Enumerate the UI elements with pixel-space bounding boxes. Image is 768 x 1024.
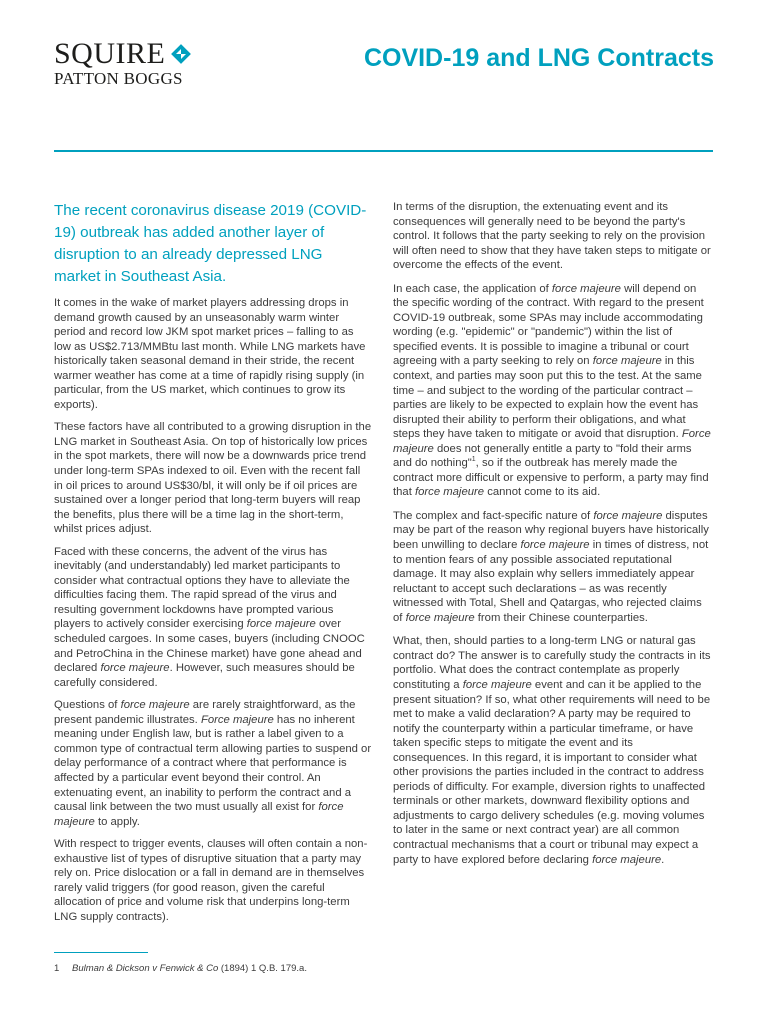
header-divider: [54, 150, 713, 152]
lead-paragraph: The recent coronavirus disease 2019 (COVID-19) outbreak has added another layer of disruption to an already depressed LNG market in Southeast Asia.: [54, 202, 367, 285]
paragraph: What, then, should parties to a long-term LNG or natural gas contract do? The answer is to carefully study the contracts in its portfolio. What does the contract contemplate as properly constituting a force majeure event and can it be applied to the present situation? If so, what other requirements will need to be met to make a valid declaration? A party may be required to notify the counterparty within a particular timeframe, or have taken specific steps to mitigate the event and its consequences. In this regard, it is important to consider what other provisions the parties included in the contract to address periods of difficulty. For example, diversion rights to unaffected terminals or other markets, downward flexibility options and adjustments to cargo delivery schedules (e.g. moving volumes to later in the same or next contract year) are all common contractual mechanisms that a court or tribunal may expect a party to have explored before declaring force majeure.: [393, 635, 711, 866]
footnote-number: 1: [54, 963, 60, 974]
footnote-marker: 1: [471, 456, 476, 464]
footnote: [54, 963, 307, 974]
right-column: [393, 200, 711, 876]
left-column: [54, 200, 372, 932]
paragraph: It comes in the wake of market players addressing drops in demand growth caused by an unseasonably warm winter period and record low JKM spot market prices – falling to as low as US$2.713/MMBtu last month. While LNG markets have historically taken seasonal demand in their stride, the recent warmer weather has come at a time of rapidly rising supply (in particular, from the US market, which continues to grow its exports).: [54, 297, 366, 411]
paragraph: In terms of the disruption, the extenuating event and its consequences will generally need to be beyond the party's control. It follows that the party seeking to rely on the provision will often need to show that they have taken steps to mitigate or overcome the effects of the event.: [393, 201, 711, 272]
squire-diamond-icon: [169, 42, 193, 66]
paragraph: The complex and fact-specific nature of force majeure disputes may be part of the reason why regional buyers have historically been unwilling to declare force majeure in times of distress, not to mention fears of any possible associated reputational damage. It may also explain why sellers immediately appear reluctant to accept such declarations – as was recently witnessed with Total, Shell and Qatargas, who rejected claims of force majeure from their Chinese counterparties.: [393, 509, 709, 624]
footnote-case: Bulman & Dickson v Fenwick & Co: [72, 963, 219, 974]
company-logo: [54, 37, 254, 88]
footnote-citation: (1894) 1 Q.B. 179.a.: [218, 963, 307, 974]
document-title: COVID-19 and LNG Contracts: [363, 44, 714, 72]
paragraph: Questions of force majeure are rarely straightforward, as the present pandemic illustrates. Force majeure has no inherent meaning under English law, but is rather a label given to a common type of contractual term allowing parties to suspend or delay performance of a contract where that performance is affected by a particular event beyond their control. An extenuating event, an inability to perform the contract and a causal link between the two must usually all exist for force majeure to apply.: [54, 699, 372, 828]
paragraph: In each case, the application of force majeure will depend on the specific wording of the contract. With regard to the present COVID-19 outbreak, some SPAs may include accommodating wording (e.g. "epidemic" or "pandemic") within the list of specified events. It is possible to imagine a tribunal or court agreeing with a party seeking to rely on force majeure in this context, and parties may soon put this to the test. At the same time – and subject to the wording of the particular contract – parties are likely to be expected to explain how the event has disrupted their ability to perform their obligations, and what steps they have taken to mitigate or avoid that disruption. Force majeure does not generally entitle a party to "fold their arms and do nothing"$^1$, so if the outbreak has merely made the contract more difficult or expensive to perform, a party may find that force majeure cannot come to its aid.: [393, 282, 711, 499]
paragraph: With respect to trigger events, clauses will often contain a non-exhaustive list of types of disruptive situation that a party may rely on. Price dislocation or a fall in demand are in themselves rarely valid triggers (for good reason, given the careful allocation of price and volume risk that underpins long-term LNG supply contracts).: [54, 838, 368, 923]
paragraph: Faced with these concerns, the advent of the virus has inevitably (and understandably) led market participants to consider what contractual options they have to alleviate the difficulties facing them. The rapid spread of the virus and resulting government lockdowns have prompted various players to actively consider exercising force majeure over scheduled cargoes. In some cases, buyers (including CNOOC and PetroChina in the Chinese market) have gone ahead and declared force majeure. However, such measures should be carefully considered.: [54, 545, 365, 689]
footnote-divider: [54, 952, 148, 953]
paragraph: These factors have all contributed to a growing disruption in the LNG market in Southeast Asia. On top of historically low prices in the spot markets, there will now be a downwards price trend under long-term SPAs indexed to oil. Even with the recent fall in oil prices to around US$30/bl, it will only be if oil prices are sustained over a longer period that long-term buyers will reap the benefits, plus there will be a time lag in the short-term, whilst prices adjust.: [54, 421, 372, 536]
logo-wordmark: SQUIRE: [54, 37, 166, 70]
logo-subtitle: PATTON BOGGS: [54, 69, 183, 88]
